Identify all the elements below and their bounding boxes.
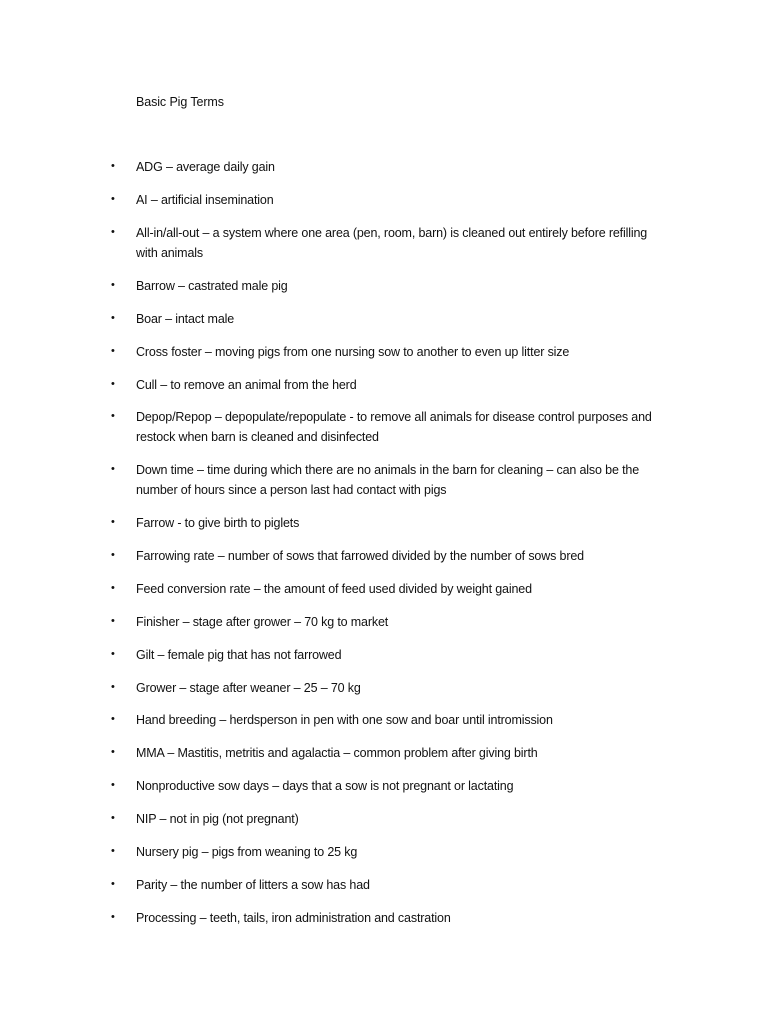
bullet-icon: •: [111, 410, 115, 422]
term-line: Boar – intact male: [136, 312, 235, 326]
term-definition: [136, 546, 696, 566]
term-line: restock when barn is cleaned and disinfected: [136, 430, 379, 444]
term-line: Depop/Repop – depopulate/repopulate - to remove all animals for disease control purposes and: [136, 410, 652, 424]
term-line: All-in/all-out – a system where one area (pen, room, barn) is cleaned out entirely before refilling: [136, 226, 648, 240]
term-line: Parity – the number of litters a sow has had: [136, 878, 370, 892]
term-line: number of hours since a person last had contact with pigs: [136, 483, 447, 497]
term-line: Finisher – stage after grower – 70 kg to market: [136, 615, 389, 629]
bullet-icon: •: [111, 345, 115, 357]
term-definition: [136, 513, 696, 533]
term-line: NIP – not in pig (not pregnant): [136, 812, 299, 826]
term-line: Gilt – female pig that has not farrowed: [136, 648, 342, 662]
document-title: Basic Pig Terms: [136, 95, 224, 109]
bullet-icon: •: [111, 746, 115, 758]
term-definition: [136, 342, 696, 362]
term-definition: [136, 908, 696, 928]
bullet-icon: •: [111, 713, 115, 725]
term-definition: [136, 309, 696, 329]
term-definition: [136, 743, 696, 763]
term-line: Nonproductive sow days – days that a sow is not pregnant or lactating: [136, 779, 514, 793]
term-definition: [136, 875, 696, 895]
term-line: Grower – stage after weaner – 25 – 70 kg: [136, 681, 361, 695]
bullet-icon: •: [111, 648, 115, 660]
term-line: Down time – time during which there are no animals in the barn for cleaning – can also be the: [136, 463, 640, 477]
term-definition: [136, 157, 696, 177]
bullet-icon: •: [111, 516, 115, 528]
term-definition: [136, 276, 696, 296]
term-definition: [136, 190, 696, 210]
term-line: Barrow – castrated male pig: [136, 279, 288, 293]
bullet-icon: •: [111, 615, 115, 627]
term-line: Hand breeding – herdsperson in pen with one sow and boar until intromission: [136, 713, 553, 727]
bullet-icon: •: [111, 160, 115, 172]
bullet-icon: •: [111, 878, 115, 890]
bullet-icon: •: [111, 845, 115, 857]
term-definition: [136, 842, 696, 862]
term-line: Farrowing rate – number of sows that farrowed divided by the number of sows bred: [136, 549, 584, 563]
bullet-icon: •: [111, 812, 115, 824]
term-line: Feed conversion rate – the amount of feed used divided by weight gained: [136, 582, 532, 596]
term-definition: [136, 407, 696, 447]
term-line: with animals: [136, 246, 203, 260]
bullet-icon: •: [111, 681, 115, 693]
term-definition: [136, 460, 696, 500]
term-definition: [136, 579, 696, 599]
term-line: Cull – to remove an animal from the herd: [136, 378, 357, 392]
term-line: Processing – teeth, tails, iron administration and castration: [136, 911, 451, 925]
bullet-icon: •: [111, 226, 115, 238]
term-definition: [136, 710, 696, 730]
term-line: ADG – average daily gain: [136, 160, 275, 174]
bullet-icon: •: [111, 463, 115, 475]
term-definition: [136, 612, 696, 632]
term-definition: [136, 678, 696, 698]
bullet-icon: •: [111, 779, 115, 791]
term-line: Cross foster – moving pigs from one nursing sow to another to even up litter size: [136, 345, 570, 359]
term-definition: [136, 809, 696, 829]
bullet-icon: •: [111, 193, 115, 205]
term-definition: [136, 645, 696, 665]
bullet-icon: •: [111, 549, 115, 561]
term-line: MMA – Mastitis, metritis and agalactia – common problem after giving birth: [136, 746, 538, 760]
term-line: Nursery pig – pigs from weaning to 25 kg: [136, 845, 358, 859]
term-line: Farrow - to give birth to piglets: [136, 516, 300, 530]
bullet-icon: •: [111, 911, 115, 923]
bullet-icon: •: [111, 279, 115, 291]
term-line: AI – artificial insemination: [136, 193, 274, 207]
term-definition: [136, 776, 696, 796]
bullet-icon: •: [111, 582, 115, 594]
bullet-icon: •: [111, 378, 115, 390]
term-definition: [136, 375, 696, 395]
bullet-icon: •: [111, 312, 115, 324]
term-definition: [136, 223, 696, 263]
